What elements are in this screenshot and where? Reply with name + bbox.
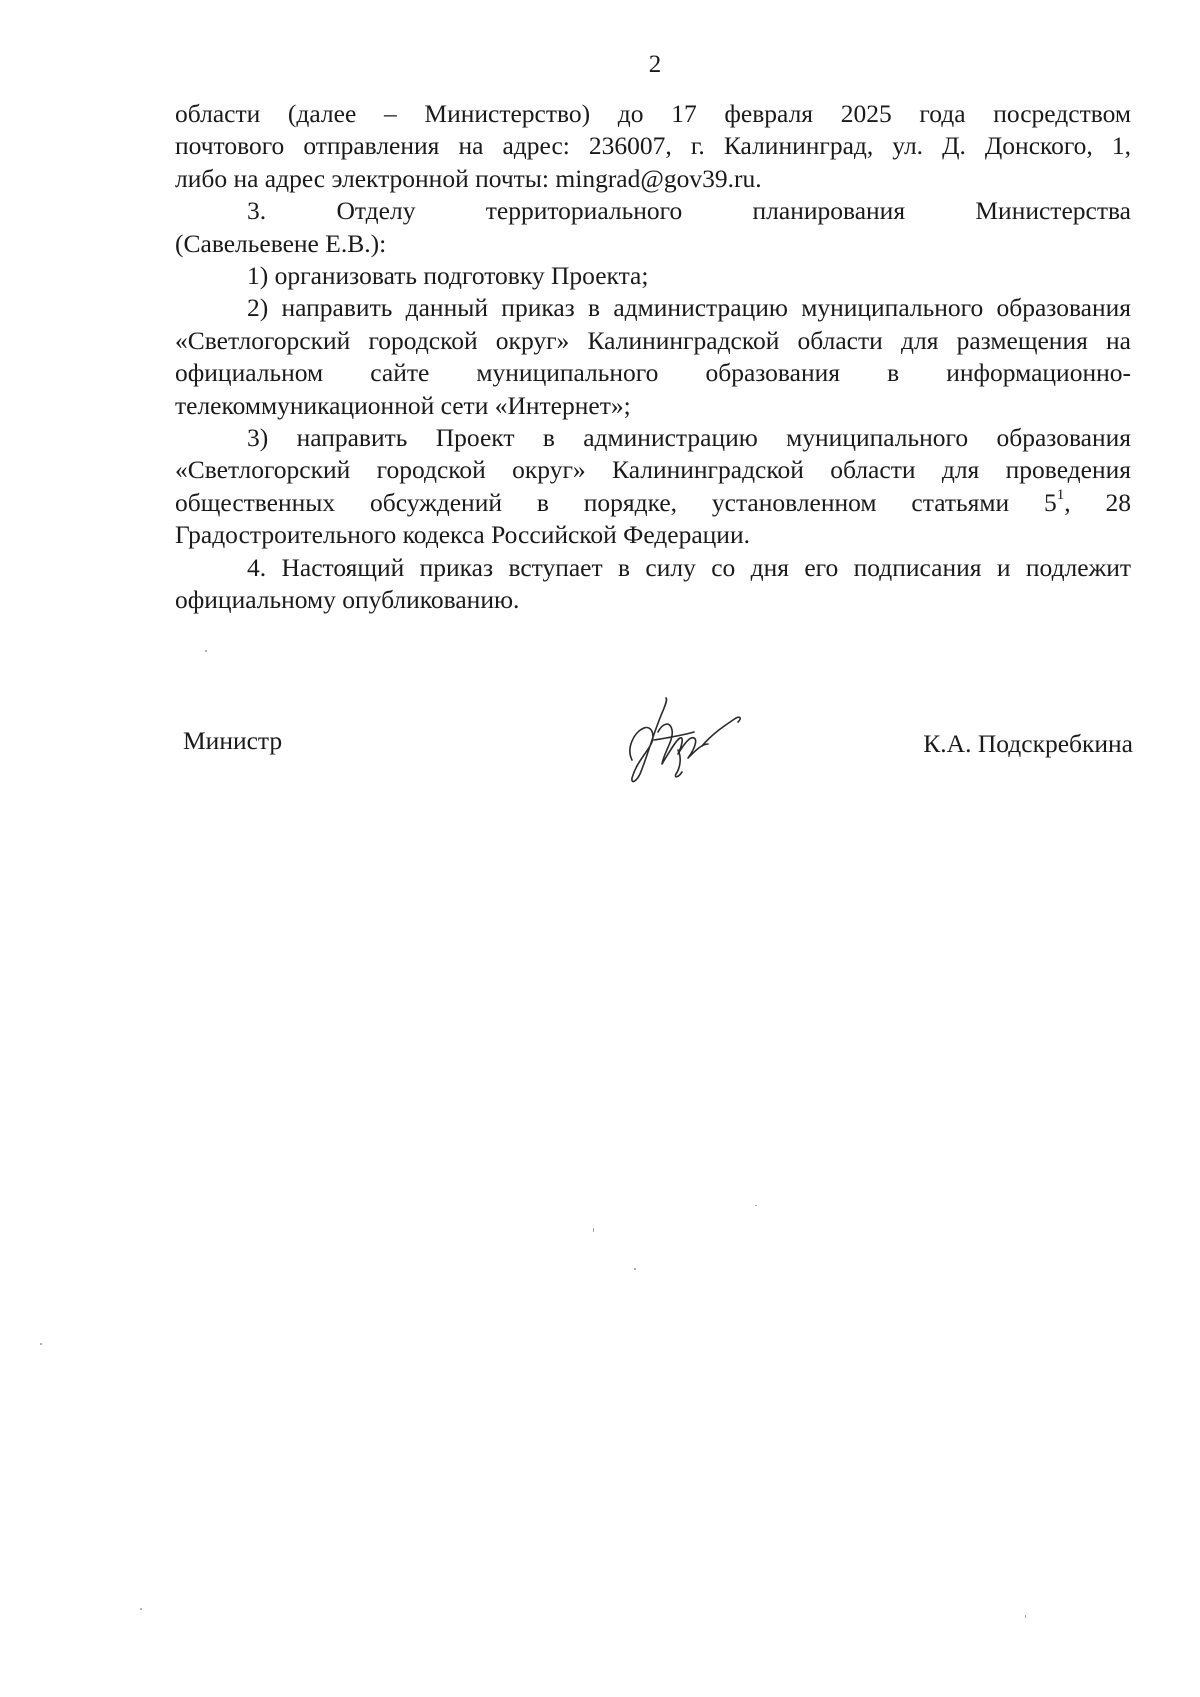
- page-number: 2: [648, 51, 662, 78]
- document-body: [175, 98, 1131, 617]
- scan-speck: [755, 1205, 757, 1206]
- paragraph-item-4: 4. Настоящий приказ вступает в силу со дня его подписания и подлежит официальному опубликованию.: [175, 552, 1131, 615]
- paragraph-line: (Савельевене Е.В.):: [175, 228, 387, 258]
- signer-position: Министр: [183, 726, 283, 755]
- scan-speck: [593, 1228, 594, 1232]
- scan-speck: [40, 1343, 42, 1345]
- list-item-2: 2) направить данный приказ в администрацию муниципального образования «Светлогорский городской округ» Калининградской области для размещения на официальном сайте муниципального образования в информационно-телекоммуникационной сети «Интернет»;: [175, 293, 1131, 420]
- signature-block: [0, 688, 1200, 798]
- paragraph-item-3: 3. Отделу территориального планирования Министерства: [247, 196, 1131, 226]
- scan-speck: [634, 1268, 636, 1270]
- signer-name: К.А. Подскребкина: [923, 729, 1133, 758]
- list-item-3: [175, 422, 1131, 552]
- paragraph-line: почтового отправления на адрес: 236007, г. Калининград, ул. Д. Донского, 1,: [175, 131, 1131, 161]
- scan-speck: [140, 1608, 142, 1610]
- scan-speck: [1025, 1615, 1026, 1618]
- list-item-1: 1) организовать подготовку Проекта;: [247, 261, 649, 291]
- paragraph-line: либо на адрес электронной почты: mingrad@gov39.ru.: [175, 163, 762, 193]
- list-item-3-text-end: , 28 Градостроительного кодекса Российской Федерации.: [175, 487, 1131, 550]
- scan-speck: [205, 650, 207, 652]
- paragraph-line: области (далее – Министерство) до 17 февраля 2025 года посредством: [175, 99, 1131, 128]
- handwritten-signature: [618, 688, 748, 788]
- superscript: 1: [1056, 487, 1065, 504]
- list-item-3-text: 3) направить Проект в администрацию муниципального образования «Светлогорский городской округ» Калининградской области для проведения общественных обсуждений в порядке, установленном статьями 5: [175, 423, 1131, 517]
